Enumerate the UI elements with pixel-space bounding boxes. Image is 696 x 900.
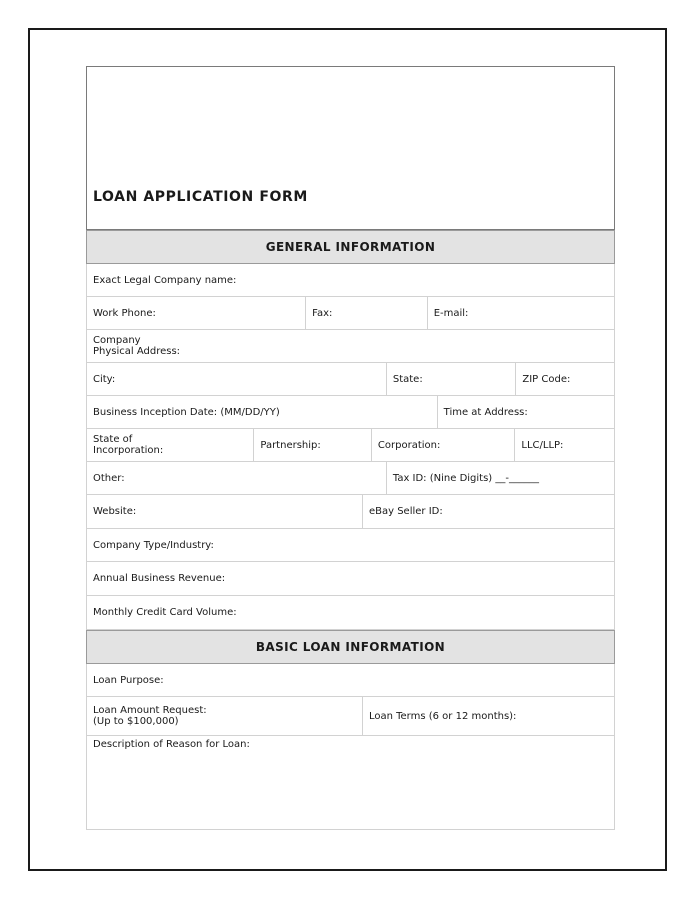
row-loan-purpose (86, 664, 615, 697)
field-website[interactable]: Website: (87, 495, 363, 528)
row-other-taxid (86, 462, 615, 495)
row-loan-reason (86, 736, 615, 830)
field-company-type[interactable]: Company Type/Industry: (93, 539, 214, 551)
row-entity-type (86, 429, 615, 462)
section-header-basic-loan: BASIC LOAN INFORMATION (86, 630, 615, 664)
row-monthly-cc (86, 596, 615, 630)
loan-application-form (86, 66, 615, 830)
field-state-incorporation[interactable]: State of Incorporation: (87, 429, 254, 461)
row-legal-name (86, 264, 615, 297)
field-loan-amount[interactable]: Loan Amount Request: (Up to $100,000) (87, 697, 363, 735)
form-title: LOAN APPLICATION FORM (93, 189, 308, 205)
field-other[interactable]: Other: (87, 462, 387, 494)
row-contact (86, 297, 615, 330)
field-loan-reason[interactable]: Description of Reason for Loan: (93, 739, 250, 750)
row-company-type (86, 529, 615, 562)
field-fax[interactable]: Fax: (306, 297, 428, 329)
field-inception-date[interactable]: Business Inception Date: (MM/DD/YY) (87, 396, 438, 428)
field-state[interactable]: State: (387, 363, 517, 395)
field-corporation[interactable]: Corporation: (372, 429, 515, 461)
row-website (86, 495, 615, 529)
row-inception (86, 396, 615, 429)
section-header-general: GENERAL INFORMATION (86, 230, 615, 264)
field-tax-id[interactable]: Tax ID: (Nine Digits) __-______ (392, 472, 539, 484)
field-partnership[interactable]: Partnership: (254, 429, 372, 461)
row-annual-revenue (86, 562, 615, 596)
row-city-state-zip (86, 363, 615, 396)
row-loan-amount (86, 697, 615, 736)
field-physical-address[interactable]: Company Physical Address: (93, 335, 181, 357)
field-loan-purpose[interactable]: Loan Purpose: (93, 674, 164, 686)
field-legal-name[interactable]: Exact Legal Company name: (93, 274, 237, 286)
field-city[interactable]: City: (87, 363, 387, 395)
field-zip[interactable]: ZIP Code: (522, 373, 571, 385)
field-llc[interactable]: LLC/LLP: (521, 439, 564, 451)
field-loan-terms[interactable]: Loan Terms (6 or 12 months): (368, 710, 517, 722)
field-ebay-id[interactable]: eBay Seller ID: (368, 506, 443, 517)
field-monthly-cc-volume[interactable]: Monthly Credit Card Volume: (93, 607, 237, 618)
title-box (86, 66, 615, 230)
field-annual-revenue[interactable]: Annual Business Revenue: (93, 573, 226, 584)
field-email[interactable]: E-mail: (433, 307, 469, 319)
field-work-phone[interactable]: Work Phone: (87, 297, 306, 329)
field-time-at-address[interactable]: Time at Address: (443, 406, 528, 418)
row-physical-address (86, 330, 615, 363)
